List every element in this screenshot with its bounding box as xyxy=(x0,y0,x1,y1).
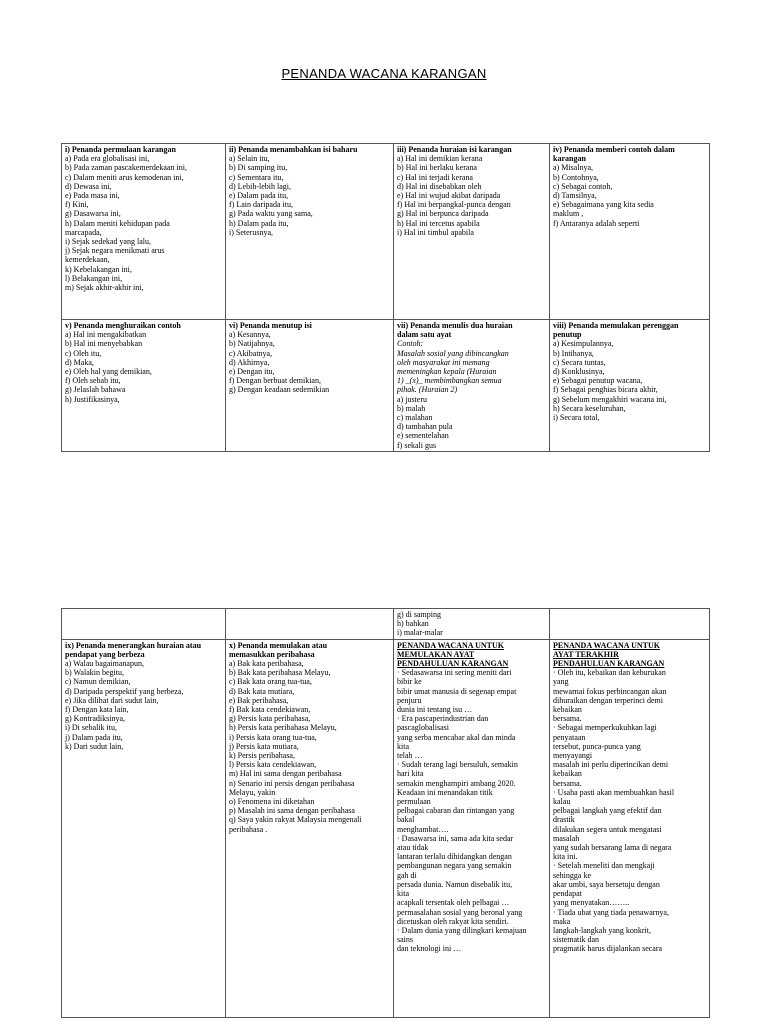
list-item: yang serba mencabar akal dan minda xyxy=(397,732,516,742)
list-item: masalah ini perlu diperincikan demi xyxy=(553,760,669,770)
list-item: f) sekali gus xyxy=(397,440,437,450)
list-item: f) Kini, xyxy=(65,200,89,210)
list-item: acapkali tersentak oleh pelbagai … xyxy=(397,898,510,908)
list-item: f) Antaranya adalah seperti xyxy=(553,218,640,228)
list-item: · Sebagai memperkukuhkan lagi xyxy=(553,723,657,733)
list-item: i) Di sebalik itu, xyxy=(65,723,117,733)
list-item: · Dasawarsa ini, sama ada kita sedar xyxy=(397,833,514,843)
cell-heading: karangan xyxy=(553,154,586,164)
list-item: kita xyxy=(397,741,409,751)
list-item: hari kita xyxy=(397,769,424,779)
list-item: e) Bak peribahasa, xyxy=(229,695,289,705)
list-item: g) Hal ini berpunca daripada xyxy=(397,209,489,219)
list-item: c) Namun demikian, xyxy=(65,677,131,687)
list-item: a) Bak kata peribahasa, xyxy=(229,659,304,669)
list-item: permulaan xyxy=(397,797,431,807)
list-item: k) Kebelakangan ini, xyxy=(65,264,132,274)
list-item: maka xyxy=(553,916,571,926)
example-text: Masalah sosial yang dibincangkan xyxy=(397,348,509,358)
list-item: · Dalam dunia yang dilingkari kemajuan xyxy=(397,925,527,935)
cell-heading: dalam satu ayat xyxy=(397,330,452,340)
list-item: c) Oleh itu, xyxy=(65,348,102,358)
list-item: e) Oleh hal yang demikian, xyxy=(65,367,152,377)
cell-heading: i) Penanda permulaan karangan xyxy=(65,145,176,154)
list-item: a) Hal ini mengakibatkan xyxy=(65,330,147,340)
cell-new-point xyxy=(226,144,394,320)
list-item: · Setelah meneliti dan mengkaji xyxy=(553,861,655,871)
list-item: Melayu, yakin xyxy=(229,787,276,797)
list-item: h) Hal ini tercetus apabila xyxy=(397,218,480,228)
list-item: e) sementelahan xyxy=(397,431,449,441)
list-item: c) Dalam meniti arus kemodenan ini, xyxy=(65,172,184,182)
cell-close-point xyxy=(226,320,394,452)
cell-empty xyxy=(550,609,710,640)
cell-explain-example xyxy=(62,320,226,452)
list-item: b) Pada zaman pascakemerdekaan ini, xyxy=(65,163,187,173)
list-item: pelbagai cabaran dan rintangan yang xyxy=(397,806,515,816)
list-item: kalau xyxy=(553,797,571,807)
list-item: c) Sebagai contoh, xyxy=(553,181,613,191)
list-item: tersebut, punca-punca yang xyxy=(553,741,641,751)
list-item: · Sudah terang lagi bersuluh, semakin xyxy=(397,760,518,770)
list-item: g) Pada waktu yang sama, xyxy=(229,209,313,219)
cell-heading: iv) Penanda memberi contoh dalam xyxy=(553,145,675,154)
list-item: langkah-langkah yang konkrit, xyxy=(553,925,651,935)
list-item: g) Persis kata peribahasa, xyxy=(229,714,311,724)
list-item: dicetuskan oleh rakyat kita sendiri. xyxy=(397,916,509,926)
list-item: e) Hal ini wujud akibat daripada xyxy=(397,191,501,201)
list-item: p) Masalah ini sama dengan peribahasa xyxy=(229,806,355,816)
cell-continuation xyxy=(394,609,550,640)
list-item: k) Persis peribahasa, xyxy=(229,751,295,761)
list-item: g) di samping xyxy=(397,610,441,619)
list-item: f) Oleh sebab itu, xyxy=(65,376,121,386)
list-item: j) Sejak negara menikmati arus xyxy=(65,246,165,256)
list-item: a) Kesimpulannya, xyxy=(553,339,614,349)
list-item: e) Dengan itu, xyxy=(229,367,275,377)
list-item: m) Sejak akhir-akhir ini, xyxy=(65,283,144,293)
list-item: telah … xyxy=(397,751,423,761)
list-item: Keadaan ini menandakan titik xyxy=(397,787,493,797)
list-item: l) Persis kata cendekiawan, xyxy=(229,760,317,770)
list-item: q) Saya yakin rakyat Malaysia mengenali xyxy=(229,815,362,825)
list-item: c) Hal ini terjadi kerana xyxy=(397,172,473,182)
list-item: e) Pada masa ini, xyxy=(65,191,120,201)
list-item: · Era pascaperindustrian dan xyxy=(397,714,489,724)
list-item: i) Persis kata orang tua-tua, xyxy=(229,732,317,742)
list-item: e) Jika dilihat dari sudut lain, xyxy=(65,695,159,705)
list-item: yang menyatakan…….. xyxy=(553,898,630,908)
list-item: i) Sejak sedekad yang lalu, xyxy=(65,237,151,247)
list-item: peribahasa . xyxy=(229,824,268,834)
cell-intro-end xyxy=(550,639,710,1017)
list-item: i) Hal ini timbul apabila xyxy=(397,227,474,237)
list-item: penjuru xyxy=(397,695,422,705)
list-item: dan teknologi ini … xyxy=(397,944,462,954)
list-item: e) Sebagai penutup wacana, xyxy=(553,376,643,386)
list-item: persada dunia. Namun disebalik itu, xyxy=(397,879,513,889)
list-item: f) Bak kata cendekiawan, xyxy=(229,705,311,715)
example-text: memeningkan kepala (Huraian xyxy=(397,367,497,377)
list-item: pembangunan negara yang semakin xyxy=(397,861,512,871)
list-item: g) Dengan keadaan sedemikian xyxy=(229,385,330,395)
list-item: dihuraikan dengan terperinci demi xyxy=(553,695,663,705)
list-item: maklum , xyxy=(553,209,584,219)
list-item: h) bahkan xyxy=(397,619,429,629)
cell-empty xyxy=(226,609,394,640)
list-item: b) Hal ini berlaku kerana xyxy=(397,163,477,173)
list-item: f) Sebagai penghias bicara akhir, xyxy=(553,385,658,395)
list-item: c) malahan xyxy=(397,413,433,423)
list-item: m) Hal ini sama dengan peribahasa xyxy=(229,769,342,779)
list-item: permasalahan sosial yang beronal yang xyxy=(397,907,523,917)
list-item: pragmatik harus dijalankan secara xyxy=(553,944,663,954)
list-item: h) Secara keseluruhan, xyxy=(553,403,626,413)
list-item: atau tidak xyxy=(397,843,429,853)
list-item: i) Secara total, xyxy=(553,413,600,423)
table-row xyxy=(62,144,710,320)
cell-heading: pendapat yang berbeza xyxy=(65,649,145,659)
list-item: i) malar-malar xyxy=(397,628,443,638)
cell-heading: ii) Penanda menambahkan isi baharu xyxy=(229,145,358,154)
list-item: d) Lebih-lebih lagi, xyxy=(229,181,291,191)
list-item: kemerdekaan, xyxy=(65,255,110,265)
cell-heading: PENDAHULUAN KARANGAN xyxy=(397,659,509,669)
list-item: b) Contohnya, xyxy=(553,172,599,182)
cell-heading: x) Penanda memulakan atau xyxy=(229,640,328,650)
cell-heading: memasukkan peribahasa xyxy=(229,649,315,659)
cell-heading: PENANDA WACANA UNTUK xyxy=(397,640,504,650)
list-item: a) Misalnya, xyxy=(553,163,593,173)
cell-heading: viii) Penanda memulakan perenggan xyxy=(553,321,679,330)
list-item: d) Akhirnya, xyxy=(229,357,270,367)
example-text: Contoh: xyxy=(397,339,424,349)
list-item: a) Pada era globalisasi ini, xyxy=(65,154,150,164)
cell-heading: ix) Penanda menerangkan huraian atau xyxy=(65,640,202,650)
list-item: dunia ini tentang isu … xyxy=(397,705,473,715)
list-item: yang xyxy=(553,677,569,687)
cell-heading: iii) Penanda huraian isi karangan xyxy=(397,145,512,154)
list-item: k) Dari sudut lain, xyxy=(65,741,124,751)
cell-contrast xyxy=(62,639,226,1017)
list-item: b) Intihanya, xyxy=(553,348,594,358)
list-item: kebaikan xyxy=(553,705,582,715)
list-item: sistematik dan xyxy=(553,935,599,945)
cell-heading: vii) Penanda menulis dua huraian xyxy=(397,321,513,330)
list-item: b) malah xyxy=(397,403,426,413)
cell-heading: AYAT TERAKHIR xyxy=(553,649,619,659)
cell-opening xyxy=(62,144,226,320)
list-item: e) Sebagaimana yang kita sedia xyxy=(553,200,654,210)
list-item: marcapada, xyxy=(65,227,102,237)
list-item: b) Bak kata peribahasa Melayu, xyxy=(229,668,331,678)
cell-heading: vi) Penanda menutup isi xyxy=(229,321,312,330)
cell-heading: PENANDA WACANA UNTUK xyxy=(553,640,660,650)
list-item: a) justeru xyxy=(397,394,427,404)
list-item: c) Sementara itu, xyxy=(229,172,284,182)
cell-heading: MEMULAKAN AYAT xyxy=(397,649,475,659)
cell-empty xyxy=(62,609,226,640)
cell-two-elaborations xyxy=(394,320,550,452)
list-item: a) Selain itu, xyxy=(229,154,270,164)
cell-heading: PENDAHULUAN KARANGAN xyxy=(553,659,665,669)
list-item: g) Jelaslah bahawa xyxy=(65,385,126,395)
list-item: g) Dasawarsa ini, xyxy=(65,209,121,219)
list-item: f) Dengan kata lain, xyxy=(65,705,129,715)
list-item: bersama. xyxy=(553,778,582,788)
list-item: penyataan xyxy=(553,732,586,742)
cell-heading: v) Penanda menghuraikan contoh xyxy=(65,321,181,330)
list-item: d) Dewasa ini, xyxy=(65,181,112,191)
list-item: f) Dengan berbuat demikian, xyxy=(229,376,321,386)
cell-intro-start xyxy=(394,639,550,1017)
list-item: lantaran terlalu dihidangkan dengan xyxy=(397,852,512,862)
list-item: sains xyxy=(397,935,413,945)
list-item: d) Konklusinya, xyxy=(553,367,605,377)
list-item: kebaikan xyxy=(553,769,582,779)
list-item: g) Kontradiksinya, xyxy=(65,714,125,724)
list-item: menyayangi xyxy=(553,751,593,761)
list-item: bibir ke xyxy=(397,677,422,687)
list-item: kita ini. xyxy=(553,852,578,862)
list-item: dilakukan segera untuk mengatasi xyxy=(553,824,662,834)
list-item: d) Tamsilnya, xyxy=(553,191,597,201)
cell-proverb xyxy=(226,639,394,1017)
list-item: bakal xyxy=(397,815,415,825)
list-item: f) Hal ini berpangkal-punca dengan xyxy=(397,200,511,210)
list-item: sehingga ke xyxy=(553,870,591,880)
list-item: akar umbi, saya bersetuju dengan xyxy=(553,879,660,889)
list-item: h) Dalam pada itu, xyxy=(229,218,289,228)
list-item: gah di xyxy=(397,870,417,880)
list-item: d) Bak kata mutiara, xyxy=(229,686,295,696)
list-item: kita xyxy=(397,889,409,899)
list-item: yang sudah bersarang lama di negara xyxy=(553,843,672,853)
page-title: PENANDA WACANA KARANGAN xyxy=(281,66,487,81)
list-item: · Usaha pasti akan membuahkan hasil xyxy=(553,787,675,797)
list-item: d) tambahan pula xyxy=(397,422,453,432)
example-text: oleh masyarakat ini memang xyxy=(397,357,490,367)
list-item: c) Bak kata orang tua-tua, xyxy=(229,677,312,687)
list-item: c) Akibatnya, xyxy=(229,348,273,358)
list-item: menghambat…. xyxy=(397,824,449,834)
list-item: h) Justifikasinya, xyxy=(65,394,120,404)
cell-heading: penutup xyxy=(553,330,582,340)
example-text: 1) _(x)_ membimbangkan semua xyxy=(397,376,502,386)
list-item: j) Persis kata mutiara, xyxy=(229,741,299,751)
list-item: l) Belakangan ini, xyxy=(65,273,123,283)
table-row xyxy=(62,609,710,640)
list-item: b) Natijahnya, xyxy=(229,339,275,349)
list-item: c) Secara tuntas, xyxy=(553,357,606,367)
table-connectives-1 xyxy=(61,143,710,452)
list-item: i) Seterusnya, xyxy=(229,227,273,237)
list-item: a) Kesannya, xyxy=(229,330,271,340)
list-item: n) Senario ini persis dengan peribahasa xyxy=(229,778,355,788)
list-item: o) Fenomena ini diketahan xyxy=(229,797,315,807)
list-item: b) Di samping itu, xyxy=(229,163,288,173)
cell-elaboration xyxy=(394,144,550,320)
table-row xyxy=(62,320,710,452)
list-item: · Sedasawarsa ini sering meniti dari xyxy=(397,668,512,678)
list-item: j) Dalam pada itu, xyxy=(65,732,123,742)
list-item: · Oleh itu, kebaikan dan keburukan xyxy=(553,668,666,678)
list-item: a) Hal ini demikian kerana xyxy=(397,154,483,164)
list-item: a) Walau bagaimanapun, xyxy=(65,659,144,669)
list-item: mewarnai fokus perbincangan akan xyxy=(553,686,667,696)
cell-closing-paragraph xyxy=(550,320,710,452)
list-item: drastik xyxy=(553,815,575,825)
list-item: semakin menghampiri ambang 2020. xyxy=(397,778,516,788)
cell-examples xyxy=(550,144,710,320)
list-item: b) Hal ini menyebabkan xyxy=(65,339,143,349)
list-item: h) Dalam meniti kehidupan pada xyxy=(65,218,170,228)
list-item: d) Hal ini disebabkan oleh xyxy=(397,181,482,191)
list-item: b) Walakin begitu, xyxy=(65,668,124,678)
list-item: f) Lain daripada itu, xyxy=(229,200,293,210)
example-text: pihak. (Huraian 2) xyxy=(397,385,458,395)
table-row xyxy=(62,639,710,1017)
list-item: pendapat xyxy=(553,889,582,899)
list-item: bersama. xyxy=(553,714,582,724)
list-item: g) Sebelum mengakhiri wacana ini, xyxy=(553,394,667,404)
list-item: masalah xyxy=(553,833,580,843)
list-item: e) Dalam pada itu, xyxy=(229,191,289,201)
list-item: d) Maka, xyxy=(65,357,94,367)
list-item: pascaglobalisasi xyxy=(397,723,449,733)
table-connectives-2 xyxy=(61,608,710,1018)
list-item: · Tiada ubat yang tiada penawarnya, xyxy=(553,907,669,917)
list-item: d) Daripada perspektif yang berbeza, xyxy=(65,686,184,696)
list-item: h) Persis kata peribahasa Melayu, xyxy=(229,723,337,733)
list-item: pelbagai langkah yang efektif dan xyxy=(553,806,662,816)
list-item: bibir umat manusia di segenap empat xyxy=(397,686,517,696)
